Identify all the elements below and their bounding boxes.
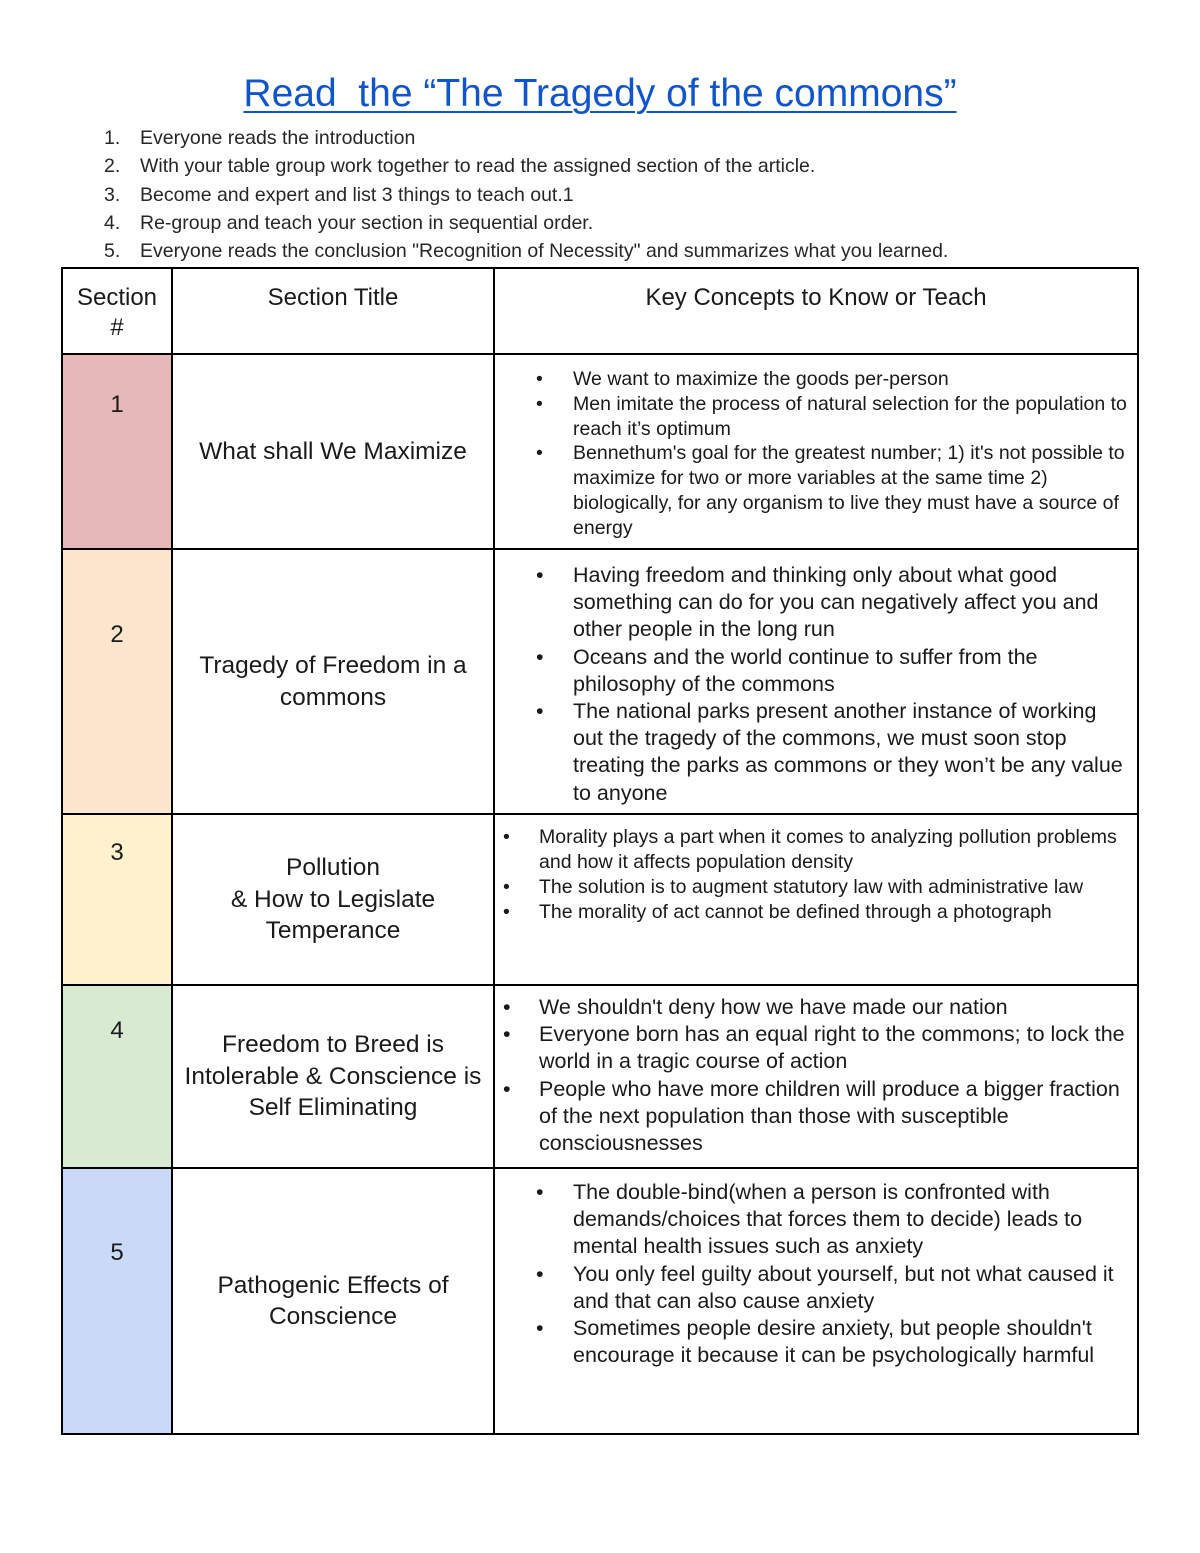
key-concepts-cell xyxy=(494,354,1138,549)
section-number: 3 xyxy=(110,839,124,866)
instructions-list xyxy=(104,124,948,265)
key-concepts-list xyxy=(539,825,1129,925)
list-item: • People who have more children will produce a bigger fraction of the next population than those with susceptible consciousnesses xyxy=(503,1076,1129,1158)
section-number-cell xyxy=(62,814,172,985)
instruction-item xyxy=(104,237,948,265)
section-number: 5 xyxy=(110,1239,124,1266)
section-title: Tragedy of Freedom in a commons xyxy=(172,549,494,814)
instruction-text: With your table group work together to read the assigned section of the article. xyxy=(140,155,816,178)
key-concepts-list xyxy=(573,367,1127,541)
section-number: 1 xyxy=(110,391,124,418)
instruction-number: 1. xyxy=(104,127,121,149)
header-section-number: Section # xyxy=(62,268,172,354)
instruction-number: 2. xyxy=(104,155,121,178)
page-title: Read the “The Tragedy of the commons” xyxy=(243,72,957,115)
section-number-cell xyxy=(62,985,172,1168)
instruction-item xyxy=(104,124,948,152)
table-header-row xyxy=(62,268,1138,354)
list-item: • The double-bind(when a person is confronted with demands/choices that forces them to decide) leads to mental health issues such as anxiety xyxy=(536,1179,1129,1261)
section-number-cell xyxy=(62,354,172,549)
list-item: • Oceans and the world continue to suffer from the philosophy of the commons xyxy=(536,644,1129,698)
instruction-text: Re-group and teach your section in sequential order. xyxy=(140,211,594,234)
section-title: Freedom to Breed is Intolerable & Conscience is Self Eliminating xyxy=(172,985,494,1168)
instruction-number: 4. xyxy=(104,211,121,234)
section-number: 4 xyxy=(110,1017,124,1044)
section-number-cell xyxy=(62,1168,172,1434)
instruction-item xyxy=(104,181,948,209)
header-key-concepts: Key Concepts to Know or Teach xyxy=(494,268,1138,354)
list-item: • The morality of act cannot be defined through a photograph xyxy=(503,900,1129,925)
key-concepts-list xyxy=(573,562,1129,807)
table-row xyxy=(62,814,1138,985)
key-concepts-cell xyxy=(494,1168,1138,1434)
instruction-text: Become and expert and list 3 things to teach out.1 xyxy=(140,183,574,206)
instruction-number: 5. xyxy=(104,240,121,263)
sections-table xyxy=(61,267,1139,1435)
instruction-item xyxy=(104,152,948,180)
list-item: • We shouldn't deny how we have made our nation xyxy=(503,994,1129,1021)
list-item: • Men imitate the process of natural selection for the population to reach it’s optimum xyxy=(536,392,1127,442)
section-number-cell xyxy=(62,549,172,814)
list-item: • We want to maximize the goods per-person xyxy=(536,367,1127,392)
list-item: • The national parks present another instance of working out the tragedy of the commons, we must soon stop treating the parks as commons or they won’t be any value to anyone xyxy=(536,698,1129,807)
table-row xyxy=(62,1168,1138,1434)
key-concepts-cell xyxy=(494,814,1138,985)
list-item: • Bennethum's goal for the greatest number; 1) it's not possible to maximize for two or more variables at the same time 2) biologically, for any organism to live they must have a source of energy xyxy=(536,441,1127,540)
section-title: Pathogenic Effects of Conscience xyxy=(172,1168,494,1434)
list-item: • The solution is to augment statutory law with administrative law xyxy=(503,875,1129,900)
table-row xyxy=(62,354,1138,549)
key-concepts-cell xyxy=(494,549,1138,814)
section-title: What shall We Maximize xyxy=(172,354,494,549)
section-title: Pollution & How to Legislate Temperance xyxy=(172,814,494,985)
section-number: 2 xyxy=(110,621,124,648)
table-row xyxy=(62,985,1138,1168)
key-concepts-list xyxy=(573,1179,1129,1369)
key-concepts-cell xyxy=(494,985,1138,1168)
instruction-item xyxy=(104,209,948,237)
header-section-title: Section Title xyxy=(172,268,494,354)
list-item: • Having freedom and thinking only about what good something can do for you can negatively affect you and other people in the long run xyxy=(536,562,1129,644)
list-item: • Sometimes people desire anxiety, but people shouldn't encourage it because it can be psychologically harmful xyxy=(536,1315,1129,1369)
instruction-text: Everyone reads the conclusion "Recognition of Necessity" and summarizes what you learned. xyxy=(140,240,949,263)
table-row xyxy=(62,549,1138,814)
list-item: • Morality plays a part when it comes to analyzing pollution problems and how it affects population density xyxy=(503,825,1129,875)
list-item: • You only feel guilty about yourself, but not what caused it and that can also cause anxiety xyxy=(536,1261,1129,1315)
key-concepts-list xyxy=(539,994,1129,1157)
instruction-text: Everyone reads the introduction xyxy=(140,127,416,149)
instruction-number: 3. xyxy=(104,183,121,206)
list-item: • Everyone born has an equal right to the commons; to lock the world in a tragic course of action xyxy=(503,1021,1129,1075)
